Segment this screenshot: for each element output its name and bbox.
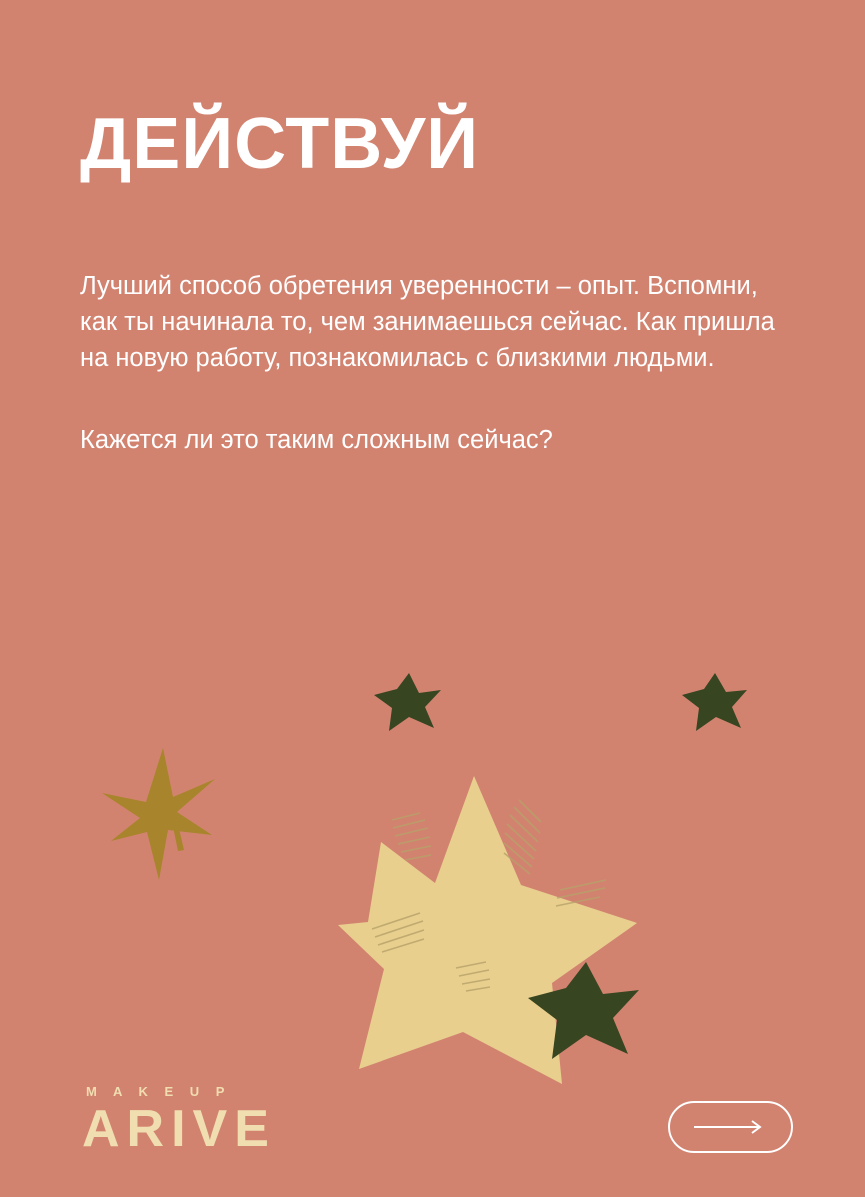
green-star-bottom-icon	[528, 962, 639, 1059]
big-beige-star-icon	[338, 776, 637, 1084]
paragraph-2: Кажется ли это таким сложным сейчас?	[80, 425, 553, 454]
paragraph-1: Лучший способ обретения уверенности – опыт. Вспомни, как ты начинала то, чем занимаешься сейчас. Как пришла на новую работу, познакомилась с близкими людьми.	[80, 272, 775, 373]
gold-sparkle-star-icon	[102, 748, 215, 880]
page-title: ДЕЙСТВУЙ	[80, 104, 480, 184]
body-copy	[80, 268, 780, 458]
arrow-right-icon	[692, 1118, 770, 1136]
brand-name: ARIVE	[82, 1100, 276, 1158]
brand-kicker: M A K E U P	[86, 1084, 231, 1099]
next-arrow-button[interactable]	[668, 1101, 793, 1153]
green-star-small-left-icon	[374, 673, 441, 731]
brand-logo	[82, 1084, 276, 1158]
green-star-small-right-icon	[682, 673, 747, 731]
